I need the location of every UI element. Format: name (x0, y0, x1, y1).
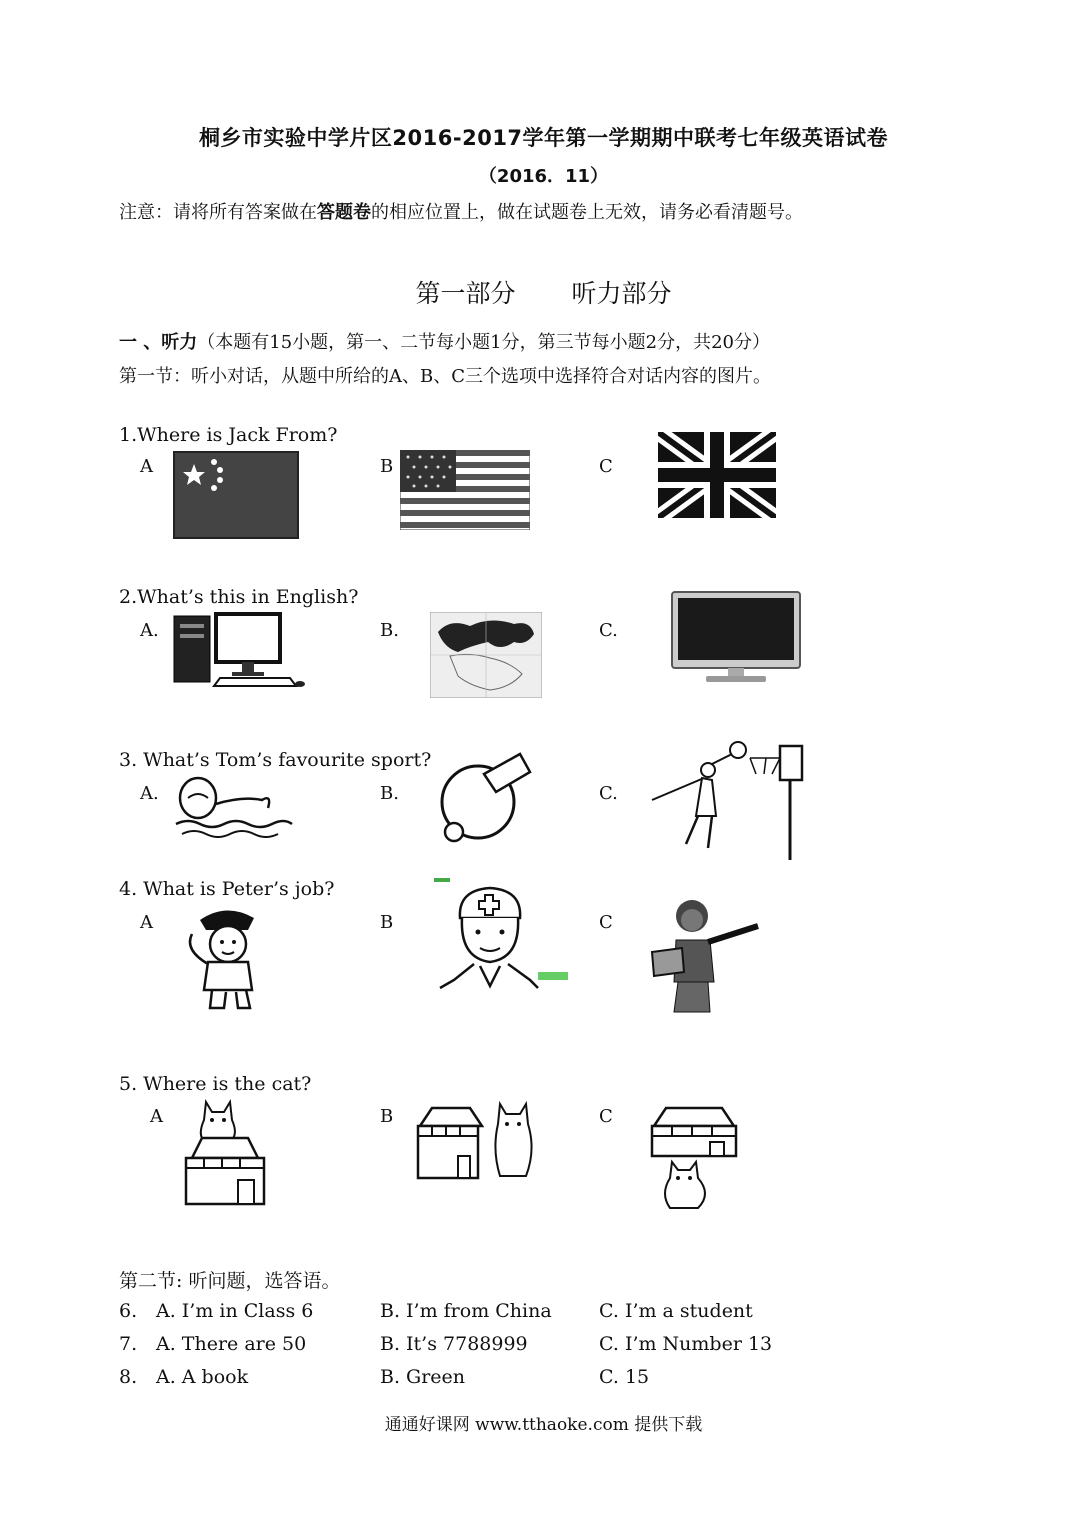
q6-option-c: C. I’m a student (599, 1300, 753, 1322)
part-heading (0, 274, 1087, 310)
q8-number: 8. (119, 1366, 138, 1388)
question-5: 5. Where is the cat? (119, 1073, 312, 1095)
policeman-image (178, 900, 274, 1012)
q4-option-b-label: B (380, 912, 394, 933)
q4-option-a-label: A (140, 912, 153, 933)
usa-flag-image (400, 450, 530, 530)
q7-option-c: C. I’m Number 13 (599, 1333, 773, 1355)
question-1: 1.Where is Jack From? (119, 424, 338, 446)
q2-option-a-label: A. (140, 620, 159, 641)
teacher-image (648, 898, 770, 1016)
cat-on-house-image (178, 1098, 270, 1208)
q4-option-c-label: C (599, 912, 613, 933)
question-2: 2.What’s this in English? (119, 586, 359, 608)
q2-option-c-label: C. (599, 620, 618, 641)
q6-number: 6. (119, 1300, 138, 1322)
section1-heading-bold: 一 、听力 (119, 332, 198, 353)
q3-option-a-label: A. (140, 783, 159, 804)
q3-option-b-label: B. (380, 783, 399, 804)
q8-option-b: B. Green (380, 1366, 466, 1388)
q3-option-c-label: C. (599, 783, 618, 804)
note-bold: 答题卷 (317, 202, 371, 223)
page-footer: 通通好课网 www.tthaoke.com 提供下载 (384, 1415, 703, 1435)
part-right: 听力部分 (571, 279, 672, 308)
q7-option-b: B. It’s 7788999 (380, 1333, 528, 1355)
cat-under-house-image (648, 1104, 740, 1214)
table-tennis-image (436, 748, 532, 848)
china-flag-image (172, 450, 304, 542)
q8-option-a: A. A book (156, 1366, 249, 1388)
section1-subheading: 第一节：听小对话，从题中所给的A、B、C三个选项中选择符合对话内容的图片。 (119, 366, 771, 387)
computer-image (172, 612, 308, 692)
question-4: 4. What is Peter’s job? (119, 878, 335, 900)
tv-image (670, 590, 802, 686)
q7-option-a: A. There are 50 (156, 1333, 307, 1355)
q5-option-a-label: A (150, 1106, 163, 1127)
uk-flag-image (658, 432, 776, 518)
q8-option-c: C. 15 (599, 1366, 650, 1388)
q7-number: 7. (119, 1333, 138, 1355)
q5-option-b-label: B (380, 1106, 394, 1127)
note-post: 的相应位置上，做在试题卷上无效，请务必看清题号。 (371, 202, 803, 223)
part-left: 第一部分 (415, 279, 516, 308)
map-image (430, 612, 542, 698)
section2-heading: 第二节: 听问题，选答语。 (119, 1270, 341, 1292)
q2-option-b-label: B. (380, 620, 399, 641)
exam-title: 桐乡市实验中学片区2016-2017学年第一学期期中联考七年级英语试卷 (198, 126, 889, 150)
doctor-image (420, 876, 572, 990)
section1-heading-rest: （本题有15小题，第一、二节每小题1分，第三节每小题2分，共20分） (197, 332, 770, 353)
q1-option-b-label: B (380, 456, 394, 477)
question-3: 3. What’s Tom’s favourite sport? (119, 749, 432, 771)
cat-beside-house-image (414, 1100, 538, 1184)
swimming-image (172, 774, 296, 838)
exam-note (119, 198, 803, 224)
q5-option-c-label: C (599, 1106, 613, 1127)
exam-date: （2016．11） (478, 166, 609, 187)
basketball-image (646, 740, 812, 862)
q1-option-c-label: C (599, 456, 613, 477)
q6-option-b: B. I’m from China (380, 1300, 552, 1322)
section1-heading (119, 328, 770, 354)
q6-option-a: A. I’m in Class 6 (156, 1300, 314, 1322)
q1-option-a-label: A (140, 456, 153, 477)
note-pre: 注意：请将所有答案做在 (119, 202, 317, 223)
